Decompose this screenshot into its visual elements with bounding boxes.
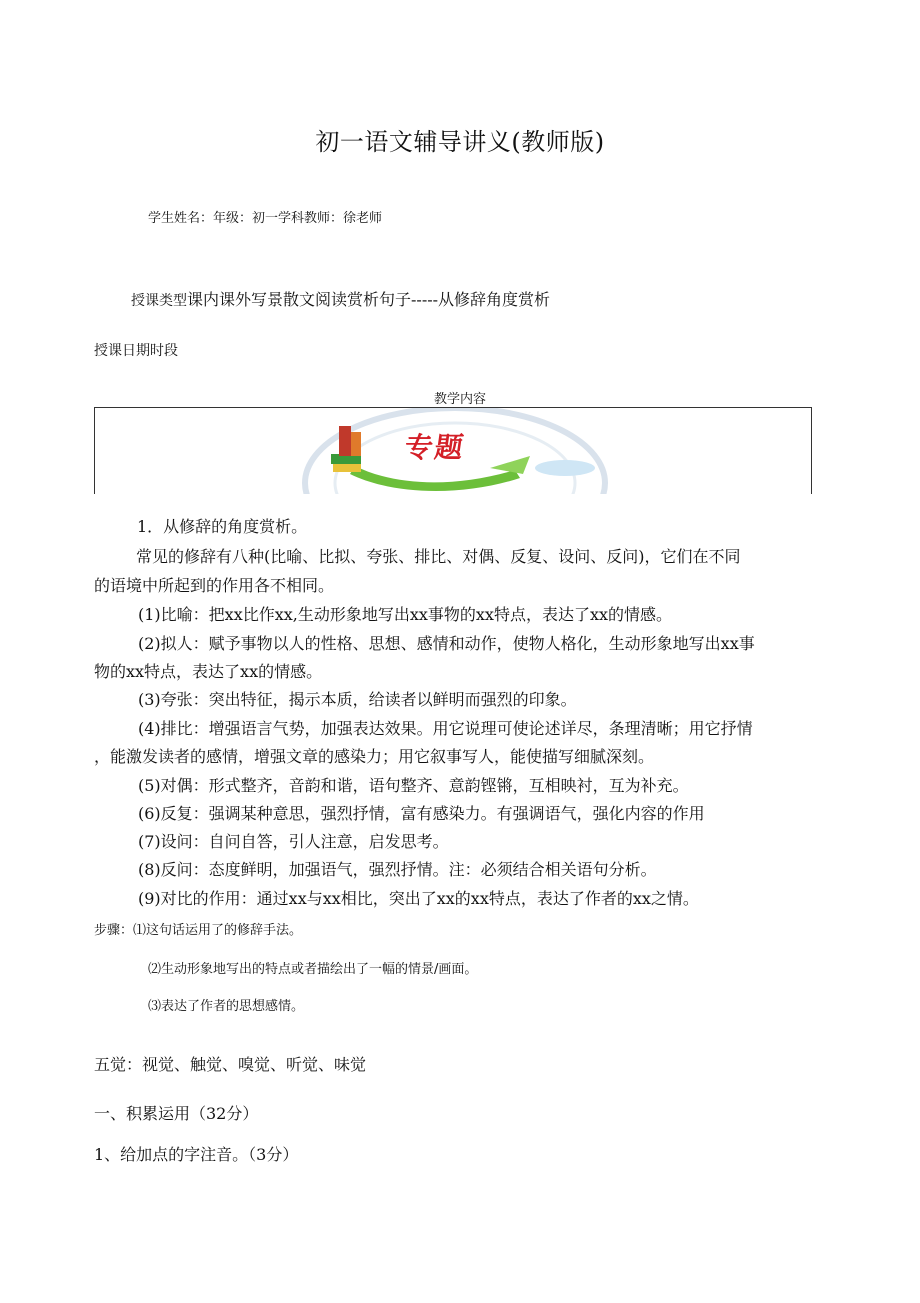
steps-line-2: ⑵生动形象地写出的特点或者描绘出了一幅的情景/画面。 xyxy=(148,962,478,977)
item-metaphor: (1)比喻：把xx比作xx,生动形象地写出xx事物的xx特点，表达了xx的情感。 xyxy=(138,605,672,624)
item-antithesis: (5)对偶：形式整齐，音韵和谐，语句整齐、意韵铿锵，互相映衬，互为补充。 xyxy=(138,776,689,795)
item-contrast: (9)对比的作用：通过xx与xx相比，突出了xx的xx特点，表达了作者的xx之情。 xyxy=(138,889,699,908)
item-hypophora: (7)设问：自问自答，引人注意，启发思考。 xyxy=(138,832,449,851)
section-heading: 1．从修辞的角度赏析。 xyxy=(137,517,308,536)
steps-line-1: 步骤：⑴这句话运用了的修辞手法。 xyxy=(94,923,303,938)
document-title: 初一语文辅导讲义(教师版) xyxy=(315,128,605,156)
swoosh-arrow xyxy=(490,456,530,474)
five-senses-line: 五觉：视觉、触觉、嗅觉、听觉、味觉 xyxy=(94,1055,367,1074)
lesson-date-line: 授课日期时段 xyxy=(94,343,178,359)
course-type-value: 课内课外写景散文阅读赏析句子-----从修辞角度赏析 xyxy=(187,290,551,309)
section-accumulation: 一、积累运用（32分） xyxy=(94,1104,259,1123)
item-parallelism-1: (4)排比：增强语言气势，加强表达效果。用它说理可使论述详尽，条理清晰；用它抒情 xyxy=(138,719,753,738)
teaching-content-label: 教学内容 xyxy=(433,392,486,407)
question-1: 1、给加点的字注音。（3分） xyxy=(94,1145,299,1164)
banner-title: 专题 xyxy=(402,431,468,464)
item-rhetorical-question: (8)反问：态度鲜明，加强语气，强烈抒情。注：必须结合相关语句分析。 xyxy=(138,860,657,879)
item-parallelism-2: ，能激发读者的感情，增强文章的感染力；用它叙事写人，能使描写细腻深刻。 xyxy=(94,747,655,766)
item-hyperbole: (3)夸张：突出特征，揭示本质，给读者以鲜明而强烈的印象。 xyxy=(138,690,577,709)
item-personification-2: 物的xx特点，表达了xx的情感。 xyxy=(94,662,323,681)
intro-line-1: 常见的修辞有八种(比喻、比拟、夸张、排比、对偶、反复、设问、反问)，它们在不同 xyxy=(136,547,741,566)
item-personification-1: (2)拟人：赋予事物以人的性格、思想、感情和动作，使物人格化，生动形象地写出xx事 xyxy=(138,634,755,653)
books-icon xyxy=(331,426,361,472)
course-type-line xyxy=(131,287,550,310)
blue-disk xyxy=(535,460,595,476)
topic-banner-box xyxy=(94,407,812,494)
student-meta-line: 学生姓名：年级：初一学科教师：徐老师 xyxy=(148,211,383,226)
item-repetition: (6)反复：强调某种意思，强烈抒情，富有感染力。有强调语气，强化内容的作用 xyxy=(138,804,705,823)
course-type-label: 授课类型 xyxy=(131,293,187,309)
green-swoosh xyxy=(350,466,520,491)
steps-line-3: ⑶表达了作者的思想感情。 xyxy=(148,999,305,1014)
intro-line-2: 的语境中所起到的作用各不相同。 xyxy=(94,576,335,595)
